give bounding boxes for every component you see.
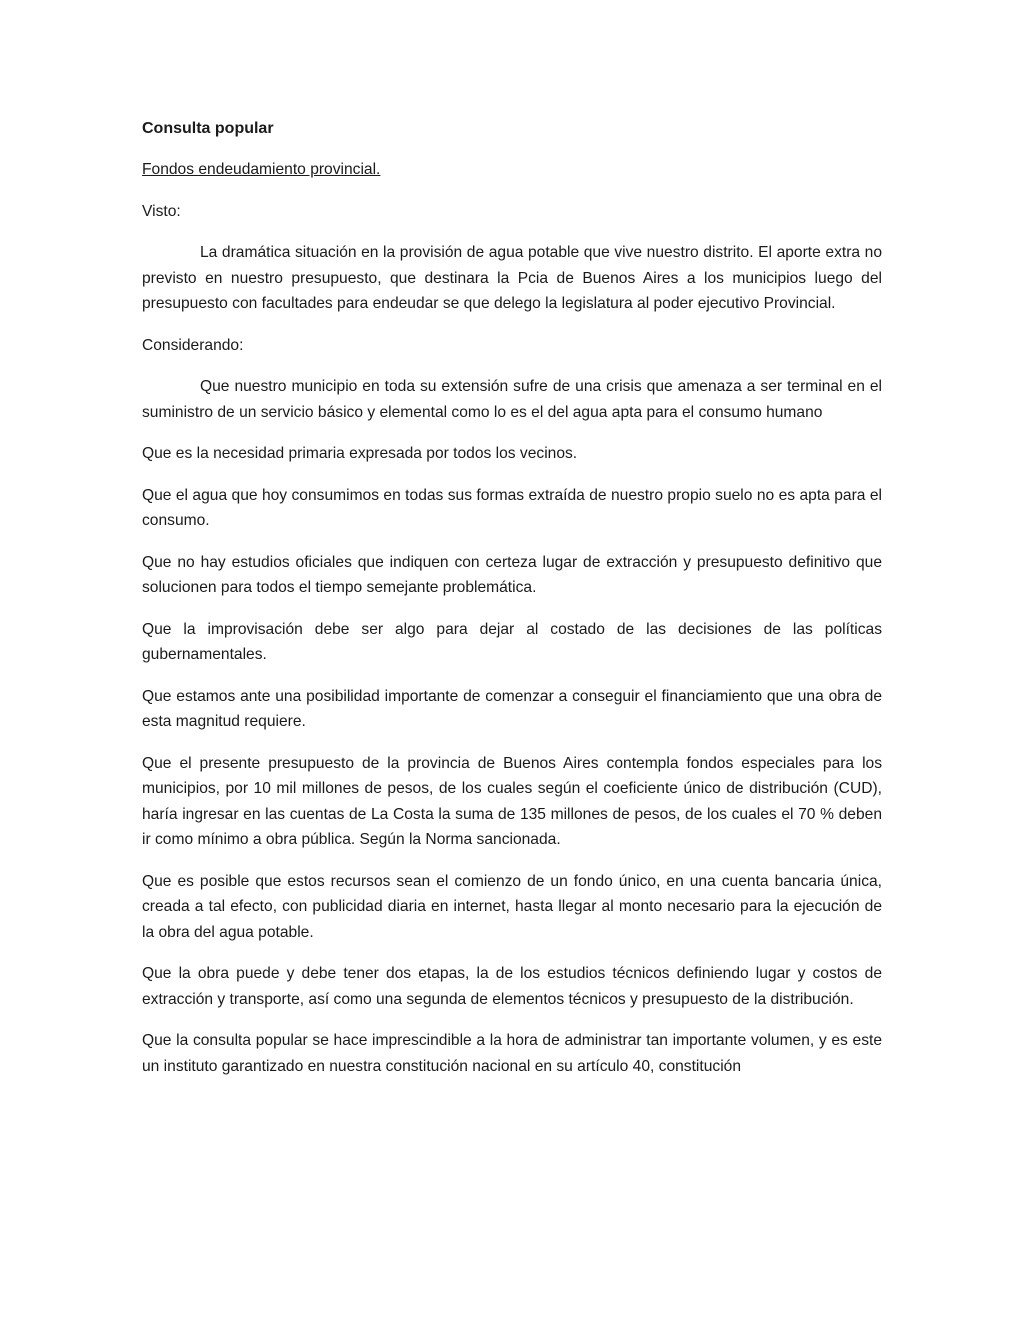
considerando-paragraph: Que la obra puede y debe tener dos etapas, la de los estudios técnicos definiendo lugar y costos de extracción y transporte, así como una segunda de elementos técnicos y presupuesto de la distribución. (142, 965, 882, 1008)
visto-heading: Visto: (142, 202, 181, 220)
visto-paragraph: La dramática situación en la provisión de agua potable que vive nuestro distrito. El aporte extra no previsto en nuestro presupuesto, que destinara la Pcia de Buenos Aires a los municipios luego del presupuesto con facultades para endeudar se que delego la legislatura al poder ejecutivo Provincial. (142, 244, 882, 312)
considerando-paragraph: Que el presente presupuesto de la provincia de Buenos Aires contempla fondos especiales para los municipios, por 10 mil millones de pesos, de los cuales según el coeficiente único de distribución (CUD), haría ingresar en las cuentas de La Costa la suma de 135 millones de pesos, de los cuales el 70 % deben ir como mínimo a obra pública. Según la Norma sancionada. (142, 754, 882, 848)
considerando-heading: Considerando: (142, 336, 244, 354)
considerando-paragraph: Que estamos ante una posibilidad importante de comenzar a conseguir el financiamiento que una obra de esta magnitud requiere. (142, 687, 882, 730)
considerando-paragraph: Que la improvisación debe ser algo para dejar al costado de las decisiones de las políticas gubernamentales. (142, 620, 882, 663)
document-body (142, 116, 882, 1079)
document-title: Consulta popular (142, 120, 274, 137)
considerando-paragraph: Que nuestro municipio en toda su extensión sufre de una crisis que amenaza a ser terminal en el suministro de un servicio básico y elemental como lo es el del agua apta para el consumo humano (142, 378, 882, 421)
considerando-paragraph: Que la consulta popular se hace imprescindible a la hora de administrar tan importante volumen, y es este un instituto garantizado en nuestra constitución nacional en su artículo 40, constitución (142, 1032, 882, 1075)
considerando-paragraph: Que es la necesidad primaria expresada por todos los vecinos. (142, 445, 578, 462)
considerando-paragraph: Que es posible que estos recursos sean el comienzo de un fondo único, en una cuenta bancaria única, creada a tal efecto, con publicidad diaria en internet, hasta llegar al monto necesario para la ejecución de la obra del agua potable. (142, 872, 882, 941)
considerando-paragraph: Que el agua que hoy consumimos en todas sus formas extraída de nuestro propio suelo no es apta para el consumo. (142, 486, 882, 529)
considerando-paragraph: Que no hay estudios oficiales que indiquen con certeza lugar de extracción y presupuesto definitivo que solucionen para todos el tiempo semejante problemática. (142, 553, 882, 596)
document-subtitle: Fondos endeudamiento provincial. (142, 161, 381, 178)
